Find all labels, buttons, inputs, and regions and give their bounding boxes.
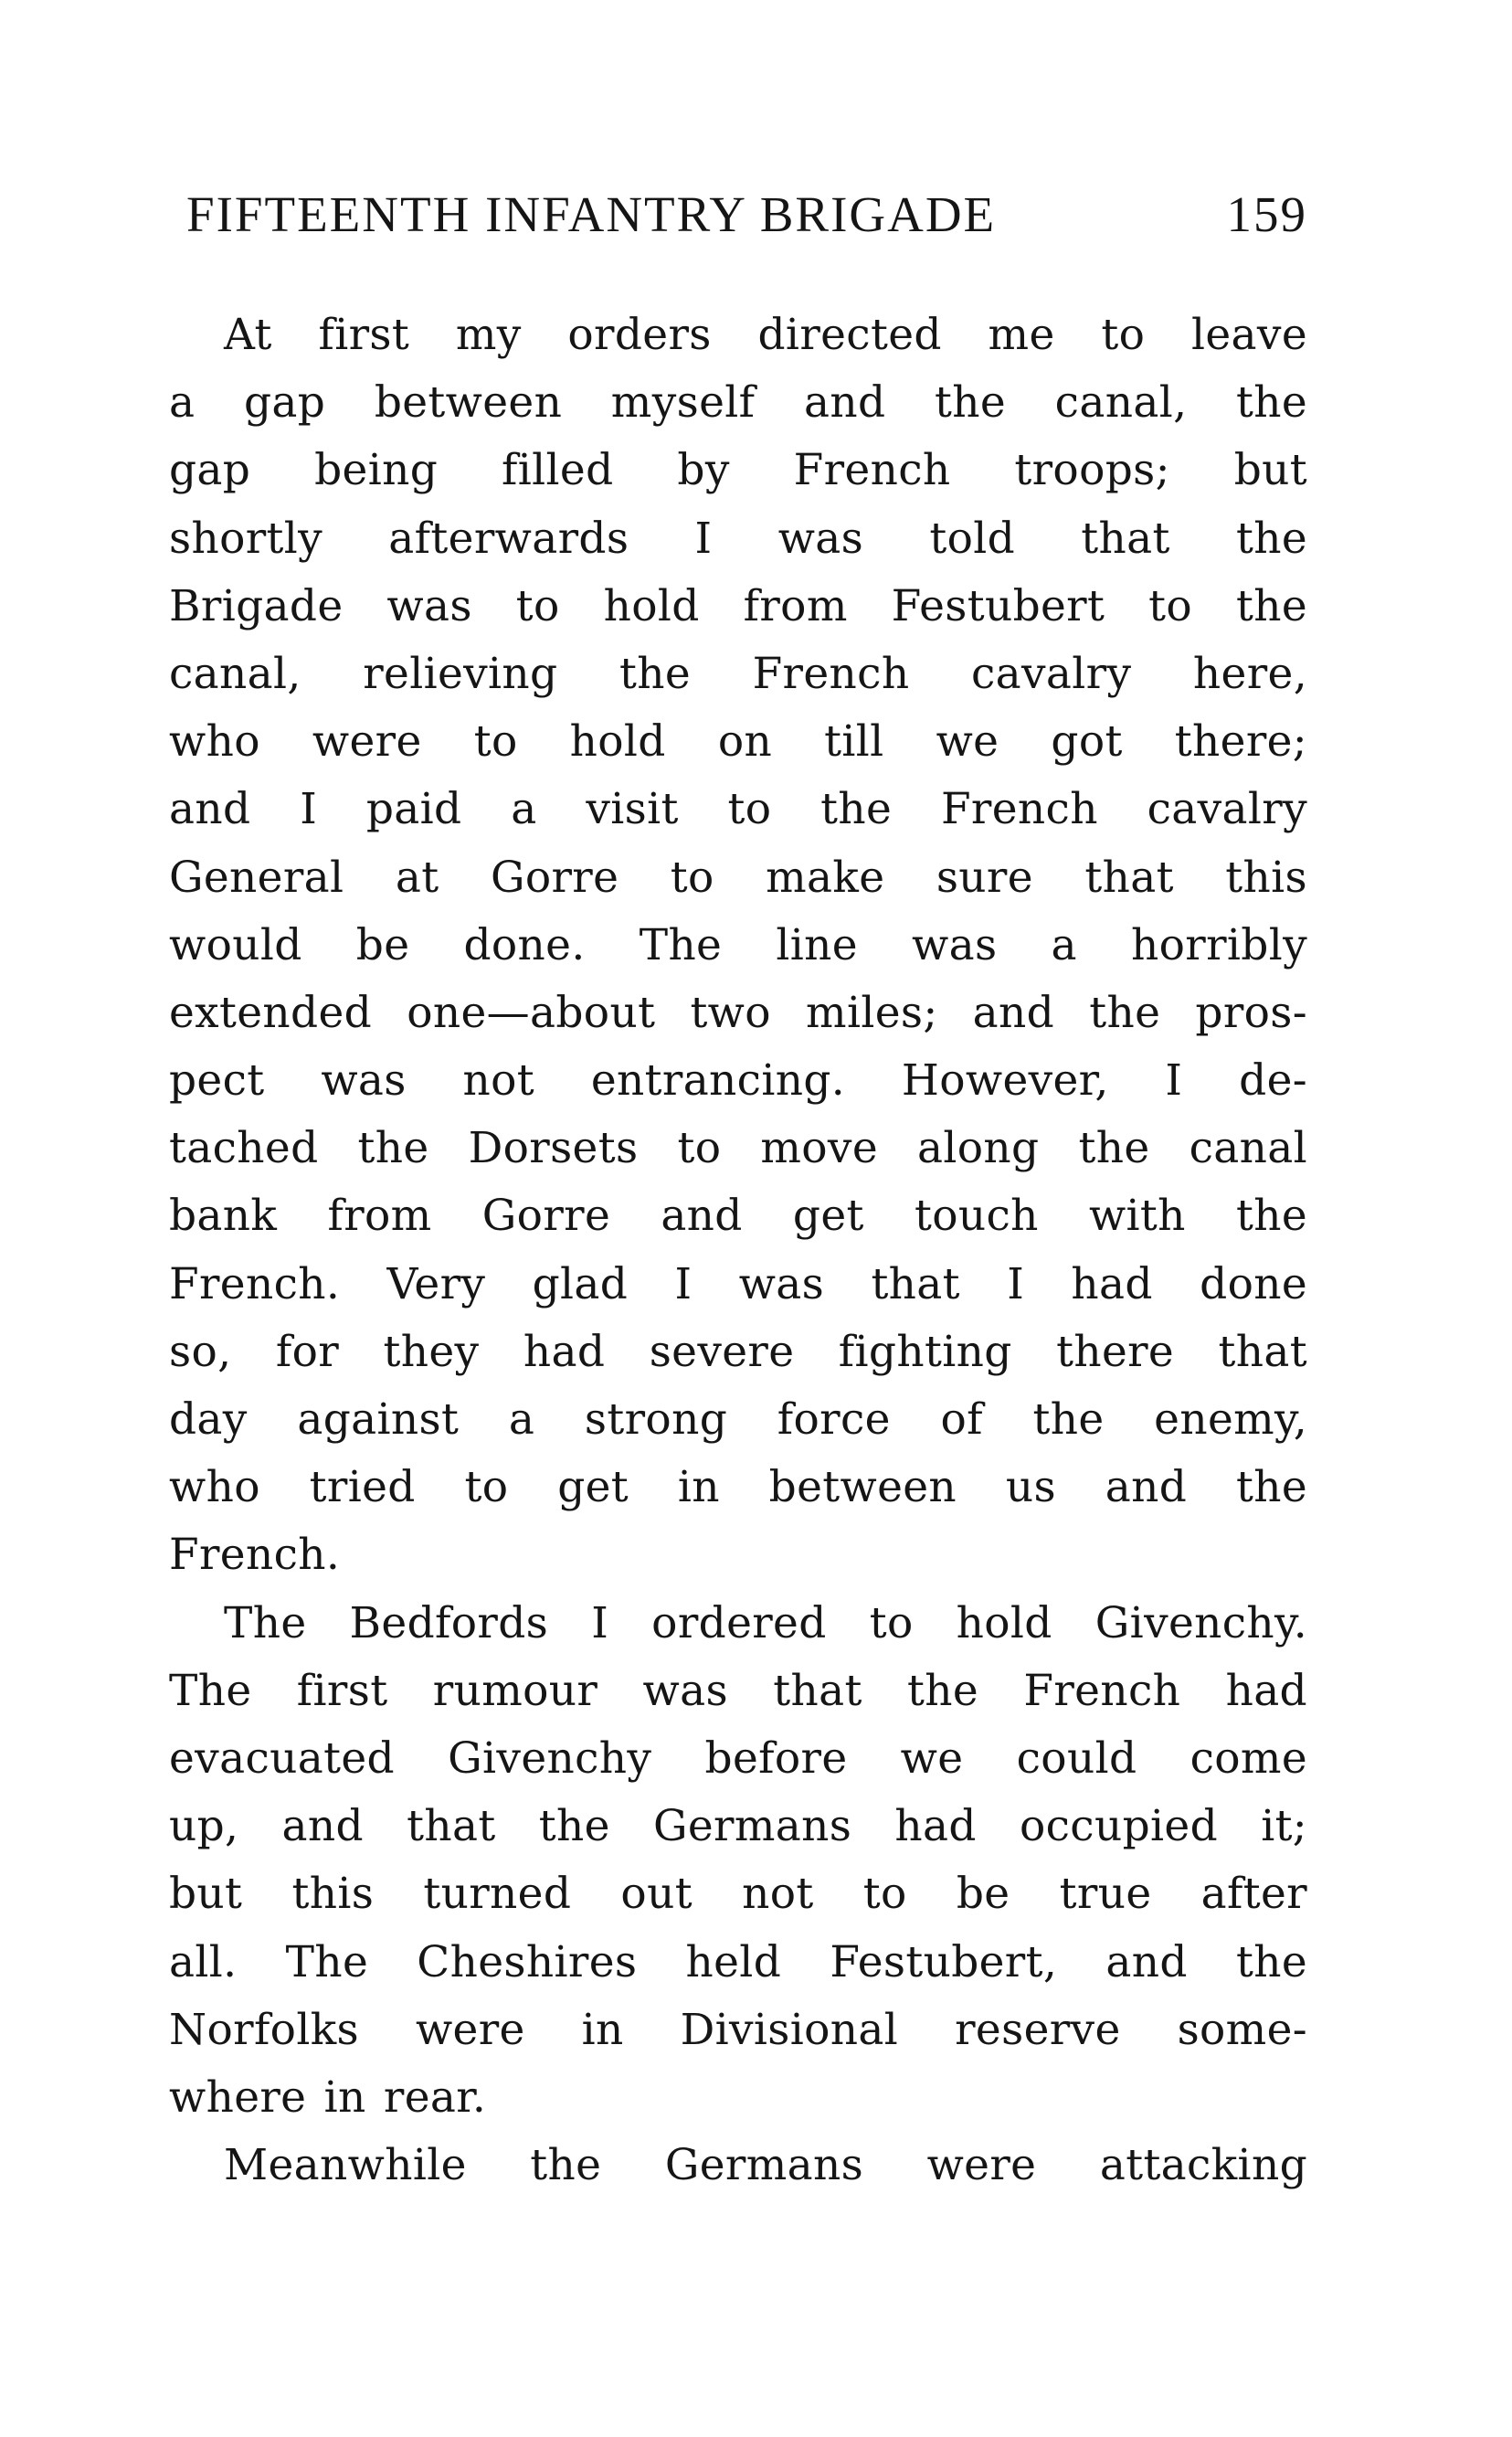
text-line: Norfolks were in Divisional reserve some- [169,2004,1307,2055]
text-line: evacuated Givenchy before we could come [169,1732,1307,1784]
text-line: canal, relieving the French cavalry here, [169,648,1307,699]
running-head [169,137,1307,242]
text-line: shortly afterwards I was told that the [169,513,1307,564]
text-line: French. Very glad I was that I had done [169,1258,1307,1309]
text-line: pect was not entrancing. However, I de- [169,1055,1307,1107]
text-line: would be done. The line was a horribly [169,919,1307,970]
text-line: day against a strong force of the enemy, [169,1394,1307,1445]
text-line: where in rear. [169,2071,487,2123]
text-line: French. [169,1530,341,1581]
text-line: General at Gorre to make sure that this [169,852,1307,903]
text-line: but this turned out not to be true after [169,1869,1307,1920]
body-text [169,302,1307,2199]
text-line: tached the Dorsets to move along the canal [169,1123,1307,1174]
text-line: Brigade was to hold from Festubert to the [169,580,1307,631]
text-line: At first my orders directed me to leave [224,310,1307,360]
text-line: so, for they had severe fighting there that [169,1326,1307,1377]
paragraph-3 [169,2132,1307,2199]
text-line: who tried to get in between us and the [169,1462,1307,1513]
text-line: bank from Gorre and get touch with the [169,1191,1307,1242]
text-line: all. The Cheshires held Festubert, and the [169,1936,1307,1987]
page-number: 159 [1226,186,1307,242]
paragraph-1 [169,302,1307,1590]
text-line: The first rumour was that the French had [169,1665,1307,1716]
text-line: who were to hold on till we got there; [169,716,1307,768]
running-head-title: FIFTEENTH INFANTRY BRIGADE [186,186,997,242]
paragraph-2 [169,1590,1307,2133]
text-line: The Bedfords I ordered to hold Givenchy. [224,1597,1307,1648]
text-line: up, and that the Germans had occupied it; [169,1801,1307,1852]
text-line: Meanwhile the Germans were attacking [224,2140,1307,2191]
text-line: and I paid a visit to the French cavalry [169,784,1307,835]
text-line: extended one—about two miles; and the pros- [169,987,1307,1038]
book-page [169,137,1307,2191]
text-line: gap being filled by French troops; but [169,445,1307,496]
text-line: a gap between myself and the canal, the [169,377,1307,429]
